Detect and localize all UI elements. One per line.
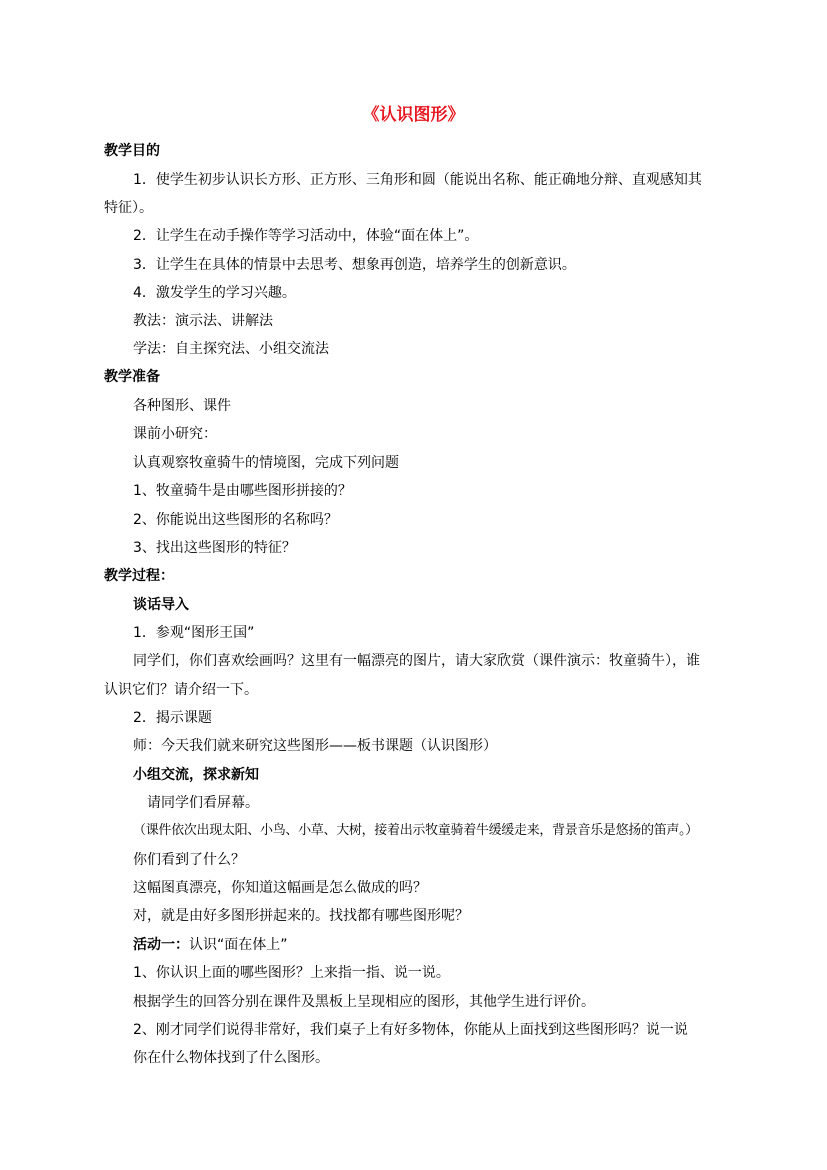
prep-heading: 教学准备 (104, 369, 160, 385)
intro-heading: 谈话导入 (133, 597, 189, 613)
group-item-2: （课件依次出现太阳、小鸟、小草、大树，接着出示牧童骑着牛缓缓走来，背景音乐是悠扬的笛声。） (133, 823, 699, 838)
activity-heading (133, 936, 288, 954)
teaching-method: 教法：演示法、讲解法 (133, 313, 273, 329)
activity-item-2: 根据学生的回答分别在课件及黑板上呈现相应的图形，其他学生进行评价。 (133, 994, 595, 1010)
prep-item-5: 2、你能说出这些图形的名称吗？ (133, 512, 338, 528)
activity-text: 认识“面在体上” (189, 937, 288, 953)
document-title: 《认识图形》 (362, 105, 465, 125)
group-heading: 小组交流，探求新知 (133, 767, 259, 783)
goals-item-1: 1．使学生初步认识长方形、正方形、三角形和圆（能说出名称、能正确地分辩、直观感知其 (133, 172, 702, 188)
group-item-5: 对，就是由好多图形拼起来的。找找都有哪些图形呢？ (133, 908, 469, 924)
activity-item-3-cont: 你在什么物体找到了什么图形。 (133, 1050, 329, 1066)
intro-item-1: 1．参观“图形王国” (133, 625, 255, 641)
group-item-3: 你们看到了什么？ (133, 852, 245, 868)
intro-item-2-cont: 认识它们？请介绍一下。 (104, 682, 258, 698)
goals-item-3: 3．让学生在具体的情景中去思考、想象再创造，培养学生的创新意识。 (133, 257, 576, 273)
prep-item-6: 3、找出这些图形的特征？ (133, 540, 296, 556)
prep-item-3: 认真观察牧童骑牛的情境图，完成下列问题 (133, 455, 399, 471)
goals-heading: 教学目的 (104, 143, 160, 159)
intro-item-2: 同学们，你们喜欢绘画吗？这里有一幅漂亮的图片，请大家欣赏（课件演示：牧童骑牛），谁 (133, 653, 700, 669)
activity-item-1: 1、你认识上面的哪些图形？上来指一指、说一说。 (133, 965, 450, 981)
goals-item-4: 4．激发学生的学习兴趣。 (133, 285, 296, 301)
intro-item-4: 师：今天我们就来研究这些图形——板书课题（认识图形） (133, 738, 497, 754)
learning-method: 学法：自主探究法、小组交流法 (133, 341, 329, 357)
prep-item-1: 各种图形、课件 (133, 398, 231, 414)
activity-item-3: 2、刚才同学们说得非常好，我们桌子上有好多物体，你能从上面找到这些图形吗？说一说 (133, 1022, 688, 1038)
prep-item-4: 1、牧童骑牛是由哪些图形拼接的？ (133, 483, 352, 499)
process-heading: 教学过程： (104, 568, 174, 584)
intro-item-3: 2．揭示课题 (133, 710, 212, 726)
group-item-1: 请同学们看屏幕。 (147, 795, 259, 811)
group-item-4: 这幅图真漂亮，你知道这幅画是怎么做成的吗？ (133, 880, 427, 896)
goals-item-1-cont: 特征）。 (104, 200, 153, 216)
goals-item-2: 2．让学生在动手操作等学习活动中，体验“面在体上”。 (133, 228, 479, 244)
prep-item-2: 课前小研究： (133, 426, 217, 442)
activity-label: 活动一： (133, 937, 189, 953)
